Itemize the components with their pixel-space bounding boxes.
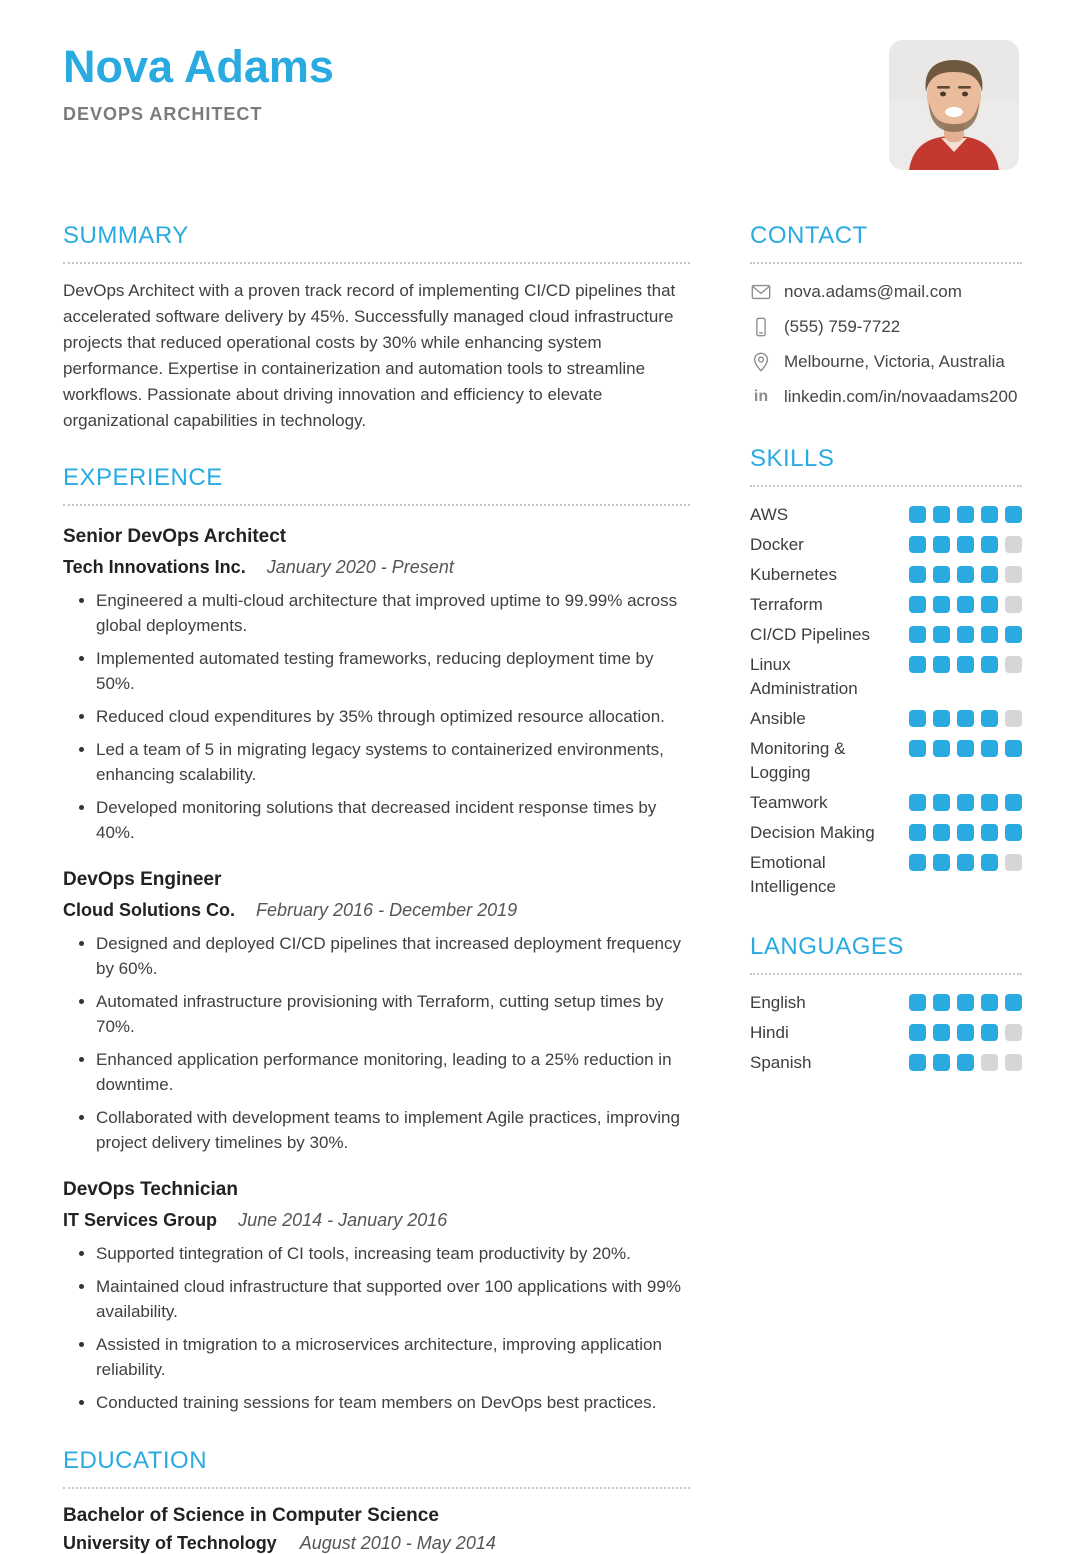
contact-linkedin-text: linkedin.com/in/novaadams200 (784, 387, 1018, 406)
job-bullet: • Designed and deployed CI/CD pipelines that increased deployment frequency by 60%. (96, 931, 690, 981)
job-title: DevOps Engineer (63, 868, 222, 890)
rating-label: English (750, 993, 806, 1012)
rating-squares (909, 1051, 1022, 1071)
person-job-title: DEVOPS ARCHITECT (63, 103, 263, 124)
rating-square-filled (981, 596, 998, 613)
rating-square-filled (933, 626, 950, 643)
job-bullet: • Enhanced application performance monitoring, leading to a 25% reduction in downtime. (96, 1047, 690, 1097)
summary-heading: SUMMARY (63, 222, 690, 264)
job-meta (63, 555, 690, 579)
rating-square-filled (957, 824, 974, 841)
rating-square-filled (933, 854, 950, 871)
rating-label: CI/CD Pipelines (750, 625, 870, 644)
rating-square-filled (1005, 626, 1022, 643)
rating-square-filled (933, 710, 950, 727)
contact-heading: CONTACT (750, 222, 1022, 264)
contact-phone-text: (555) 759-7722 (784, 317, 901, 336)
rating-label: Decision Making (750, 823, 875, 842)
languages-heading: LANGUAGES (750, 933, 1022, 975)
rating-squares (909, 593, 1022, 613)
education-dates: August 2010 - May 2014 (299, 1532, 496, 1553)
contact-item-location (750, 349, 1022, 374)
location-icon (750, 351, 772, 373)
profile-photo-illustration (889, 40, 1019, 170)
rating-square-filled (981, 994, 998, 1011)
rating-square-filled (909, 1024, 926, 1041)
job-dates: January 2020 - Present (266, 556, 454, 577)
summary-text: DevOps Architect with a proven track record of implementing CI/CD pipelines that accelerated software delivery by 45%. Successfully managed cloud infrastructure projects that reduced operational costs by 30% while enhancing system performance. Expertise in containerization and automation tools to streamline workflows. Passionate about driving innovation and efficiency to elevate organizational capabilities in technology. (63, 281, 676, 430)
rating-label: Linux Administration (750, 655, 858, 698)
rating-square-filled (981, 536, 998, 553)
rating-square-filled (933, 824, 950, 841)
rating-square-filled (981, 740, 998, 757)
job-bullets (63, 588, 690, 845)
rating-square-filled (957, 626, 974, 643)
rating-square-filled (957, 1024, 974, 1041)
rating-squares (909, 991, 1022, 1011)
person-name: Nova Adams (63, 41, 334, 92)
job-meta (63, 898, 690, 922)
rating-row (750, 737, 1022, 785)
rating-square-filled (909, 740, 926, 757)
rating-square-filled (909, 566, 926, 583)
summary-section (63, 222, 690, 434)
rating-square-filled (957, 710, 974, 727)
experience-heading: EXPERIENCE (63, 464, 690, 506)
rating-squares (909, 653, 1022, 673)
skills-section (750, 445, 1022, 899)
job-entry (63, 1177, 690, 1415)
rating-square-filled (957, 566, 974, 583)
languages-list (750, 991, 1022, 1075)
rating-label: Spanish (750, 1053, 812, 1072)
rating-square-filled (1005, 794, 1022, 811)
rating-row (750, 563, 1022, 587)
rating-row (750, 991, 1022, 1015)
contact-item-phone (750, 314, 1022, 339)
rating-row (750, 1021, 1022, 1045)
rating-square-filled (957, 854, 974, 871)
rating-square-empty (1005, 1054, 1022, 1071)
job-bullet: • Implemented automated testing frameworks, reducing deployment time by 50%. (96, 646, 690, 696)
rating-square-filled (933, 506, 950, 523)
rating-squares (909, 503, 1022, 523)
rating-row (750, 707, 1022, 731)
rating-square-filled (957, 994, 974, 1011)
skills-heading: SKILLS (750, 445, 1022, 487)
contact-email-text: nova.adams@mail.com (784, 282, 962, 301)
rating-square-filled (981, 824, 998, 841)
rating-squares (909, 851, 1022, 871)
rating-row (750, 593, 1022, 617)
job-title: Senior DevOps Architect (63, 526, 287, 547)
rating-square-filled (981, 1024, 998, 1041)
job-bullet: • Reduced cloud expenditures by 35% through optimized resource allocation. (96, 704, 690, 729)
rating-square-filled (957, 536, 974, 553)
job-bullet: • Collaborated with development teams to implement Agile practices, improving project delivery timelines by 30%. (96, 1105, 690, 1155)
contact-list (750, 279, 1022, 409)
rating-row (750, 533, 1022, 557)
rating-square-filled (933, 1054, 950, 1071)
rating-label: Kubernetes (750, 565, 837, 584)
profile-photo (889, 40, 1019, 170)
rating-label: Teamwork (750, 793, 828, 812)
rating-square-empty (981, 1054, 998, 1071)
contact-item-email (750, 279, 1022, 304)
job-dates: February 2016 - December 2019 (256, 899, 518, 920)
content-columns (63, 222, 1022, 1554)
rating-square-filled (981, 794, 998, 811)
phone-icon (750, 316, 772, 338)
rating-row (750, 653, 1022, 701)
rating-row (750, 1051, 1022, 1075)
rating-square-empty (1005, 536, 1022, 553)
job-company: IT Services Group (63, 1209, 218, 1230)
rating-square-filled (981, 506, 998, 523)
rating-square-filled (1005, 824, 1022, 841)
rating-square-empty (1005, 710, 1022, 727)
rating-square-filled (981, 566, 998, 583)
job-bullet: • Supported tintegration of CI tools, increasing team productivity by 20%. (96, 1241, 690, 1266)
education-section (63, 1447, 690, 1554)
job-bullet: • Assisted in tmigration to a microservices architecture, improving application reliability. (96, 1332, 690, 1382)
rating-square-filled (909, 506, 926, 523)
contact-section (750, 222, 1022, 409)
rating-row (750, 851, 1022, 899)
job-bullets (63, 931, 690, 1155)
job-bullet: • Automated infrastructure provisioning with Terraform, cutting setup times by 70%. (96, 989, 690, 1039)
contact-item-linkedin (750, 384, 1022, 409)
rating-square-filled (933, 1024, 950, 1041)
job-list (63, 524, 690, 1415)
rating-square-filled (933, 536, 950, 553)
rating-square-filled (909, 854, 926, 871)
rating-squares (909, 623, 1022, 643)
rating-square-filled (981, 656, 998, 673)
rating-row (750, 791, 1022, 815)
education-heading: EDUCATION (63, 1447, 690, 1489)
rating-square-filled (981, 710, 998, 727)
contact-location-text: Melbourne, Victoria, Australia (784, 352, 1005, 371)
rating-square-filled (909, 710, 926, 727)
rating-square-filled (1005, 506, 1022, 523)
rating-square-filled (933, 656, 950, 673)
rating-label: Ansible (750, 709, 806, 728)
education-school: University of Technology (63, 1532, 277, 1553)
job-bullet: • Conducted training sessions for team members on DevOps best practices. (96, 1390, 690, 1415)
languages-section (750, 933, 1022, 1075)
rating-square-filled (957, 656, 974, 673)
job-meta (63, 1208, 690, 1232)
rating-row (750, 503, 1022, 527)
rating-square-filled (909, 596, 926, 613)
rating-square-filled (933, 994, 950, 1011)
job-bullet: • Maintained cloud infrastructure that supported over 100 applications with 99% availability. (96, 1274, 690, 1324)
rating-label: Terraform (750, 595, 823, 614)
rating-square-filled (909, 994, 926, 1011)
rating-squares (909, 821, 1022, 841)
rating-squares (909, 1021, 1022, 1041)
rating-label: Monitoring & Logging (750, 739, 846, 782)
rating-label: Hindi (750, 1023, 789, 1042)
job-title: DevOps Technician (63, 1178, 238, 1200)
rating-squares (909, 791, 1022, 811)
rating-square-filled (981, 854, 998, 871)
rating-squares (909, 707, 1022, 727)
rating-square-empty (1005, 566, 1022, 583)
rating-square-empty (1005, 1024, 1022, 1041)
job-bullet: • Developed monitoring solutions that decreased incident response times by 40%. (96, 795, 690, 845)
education-degree: Bachelor of Science in Computer Science (63, 1504, 439, 1526)
rating-square-filled (981, 626, 998, 643)
rating-square-filled (1005, 994, 1022, 1011)
rating-square-filled (909, 656, 926, 673)
rating-label: Emotional Intelligence (750, 853, 837, 896)
email-icon (750, 281, 772, 303)
rating-label: AWS (750, 505, 789, 524)
rating-label: Docker (750, 535, 804, 554)
rating-square-filled (1005, 740, 1022, 757)
rating-square-filled (957, 596, 974, 613)
rating-square-filled (909, 1054, 926, 1071)
skills-list (750, 503, 1022, 899)
rating-square-filled (957, 1054, 974, 1071)
header (63, 42, 1022, 170)
job-bullet: • Engineered a multi-cloud architecture that improved uptime to 99.99% across global deployments. (96, 588, 690, 638)
rating-square-filled (957, 740, 974, 757)
job-entry (63, 867, 690, 1155)
experience-section (63, 464, 690, 1415)
rating-square-empty (1005, 656, 1022, 673)
job-bullets (63, 1241, 690, 1415)
main-column (63, 222, 690, 1554)
rating-square-filled (909, 536, 926, 553)
rating-square-filled (933, 566, 950, 583)
rating-square-filled (909, 626, 926, 643)
rating-squares (909, 737, 1022, 757)
job-company: Tech Innovations Inc. (63, 556, 246, 577)
job-dates: June 2014 - January 2016 (238, 1209, 448, 1230)
rating-squares (909, 533, 1022, 553)
rating-row (750, 623, 1022, 647)
rating-square-filled (933, 596, 950, 613)
rating-square-filled (957, 794, 974, 811)
rating-square-empty (1005, 596, 1022, 613)
rating-square-empty (1005, 854, 1022, 871)
rating-square-filled (909, 824, 926, 841)
rating-square-filled (909, 794, 926, 811)
rating-row (750, 821, 1022, 845)
job-bullet: • Led a team of 5 in migrating legacy systems to containerized environments, enhancing scalability. (96, 737, 690, 787)
sidebar-column (750, 222, 1022, 1554)
linkedin-icon: in (753, 388, 769, 405)
rating-square-filled (933, 794, 950, 811)
rating-square-filled (957, 506, 974, 523)
rating-squares (909, 563, 1022, 583)
job-company: Cloud Solutions Co. (63, 899, 235, 920)
rating-square-filled (933, 740, 950, 757)
job-entry (63, 524, 690, 845)
